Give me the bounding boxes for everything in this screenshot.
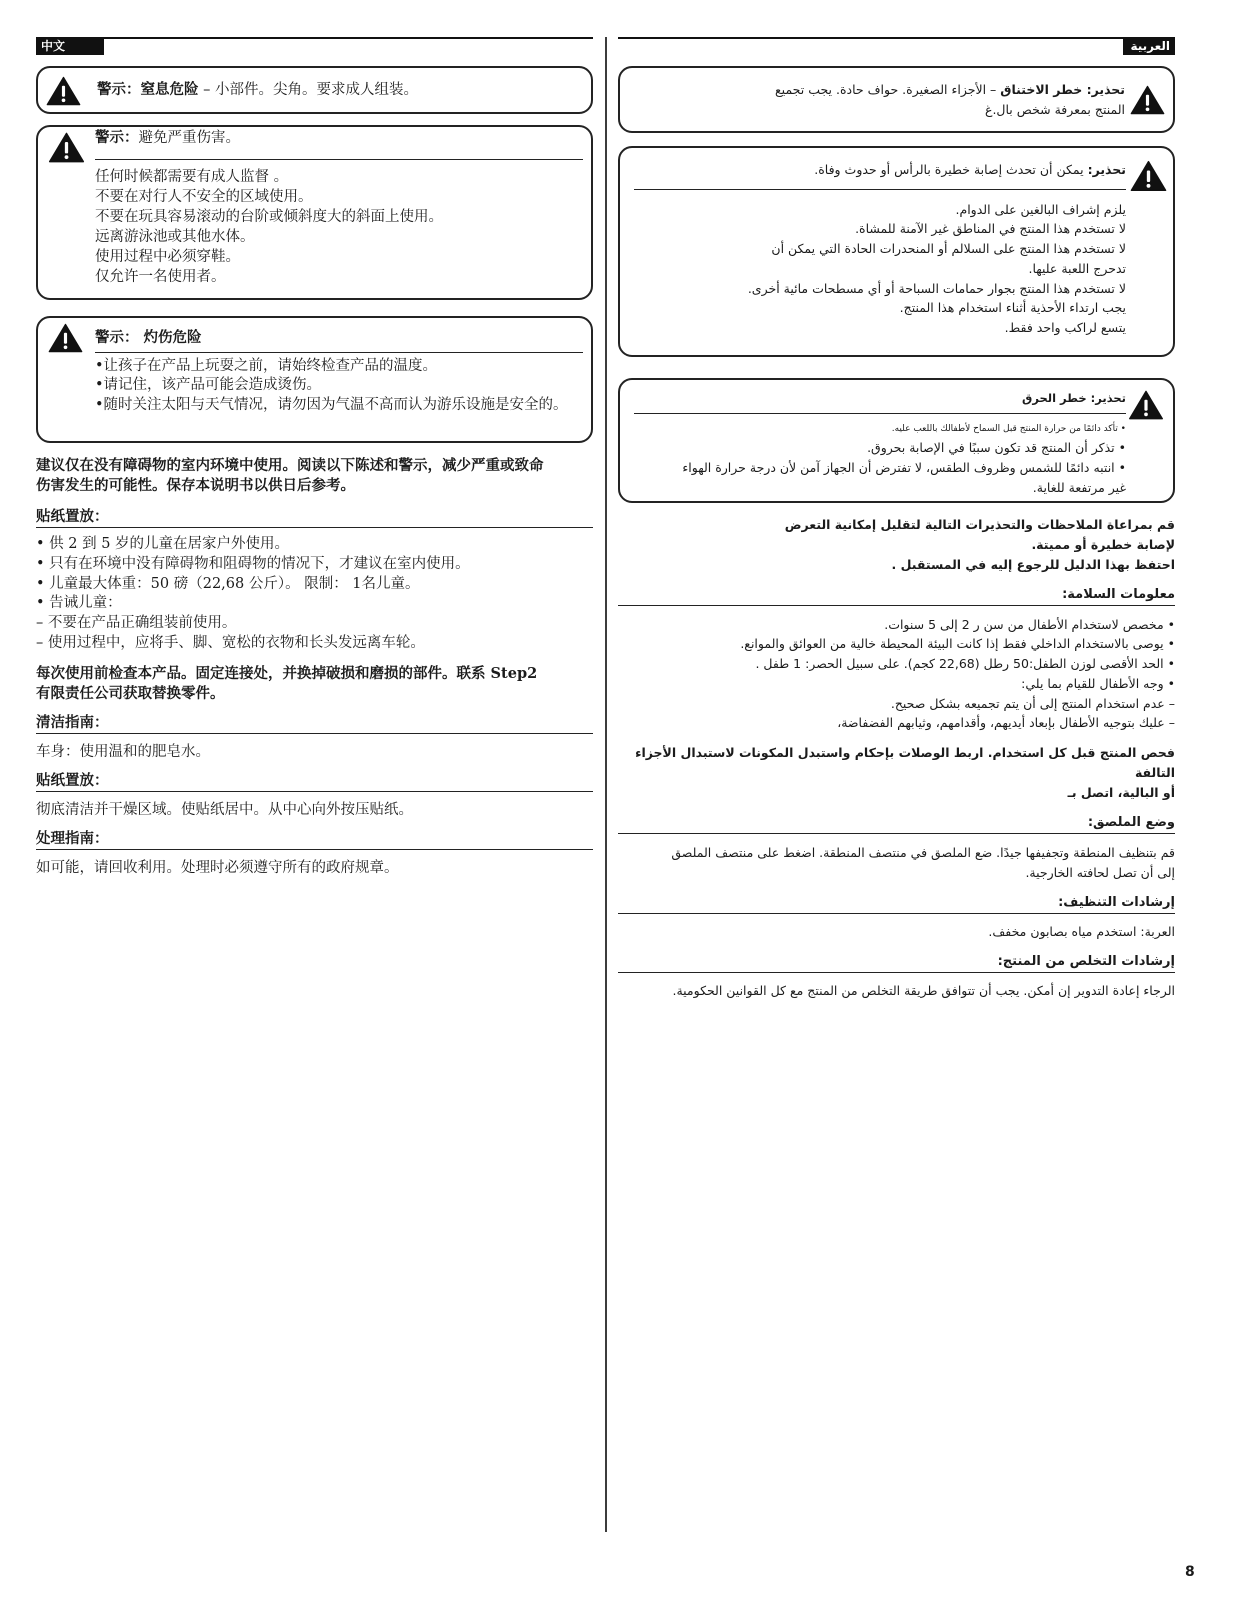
injury-warning-title [95,128,583,160]
warning-item: لا تستخدم هذا المنتج على السلالم أو المنحدرات الحادة التي يمكن أن [771,241,1126,257]
arabic-column [618,37,1175,1001]
warning-triangle-icon [48,323,83,353]
disposal-text: 如可能，请回收利用。处理时必须遵守所有的政府规章。 [36,859,399,876]
warning-item: 远离游泳池或其他水体。 [95,229,255,245]
warning-label: تحذير: [1087,162,1126,177]
inspection-notice [618,743,1175,803]
section-heading-cleaning: إرشادات التنظيف: [618,893,1175,914]
list-item: • مخصص لاستخدام الأطفال من سن ر 2 إلى 5 سنوات. [884,616,1175,632]
list-item: • وجه الأطفال للقيام بما يلي: [1021,675,1175,691]
warning-item: غير مرتفعة للغاية. [1032,479,1126,495]
notice-line: لإصابة خطيرة أو مميتة. [1031,537,1175,552]
warning-title-text: يمكن أن تحدث إصابة خطيرة بالرأس أو حدوث وفاة. [814,162,1088,177]
disposal-text: الرجاء إعادة التدوير إن أمكن. يجب أن تتوافق طريقة التخلص من المنتج مع كل القوانين الحكومية. [672,982,1175,998]
warning-item: لا تستخدم هذا المنتج في المناطق غير الآمنة للمشاة. [855,221,1126,237]
cleaning-text: العربة: استخدم مياه بصابون مخفف. [988,923,1175,939]
column-divider [605,37,607,1532]
list-item: • 供 2 到 5 岁的儿童在居家户外使用。 [36,536,290,552]
burn-warning-box [618,378,1175,503]
list-item: • يوصى بالاستخدام الداخلي فقط إذا كانت البيئة المحيطة خالية من العوائق والموانع. [740,636,1175,652]
language-header-ar [618,37,1175,55]
warning-item: يجب ارتداء الأحذية أثناء استخدام هذا المنتج. [899,300,1126,316]
notice-line: فحص المنتج قبل كل استخدام. اربط الوصلات بإحكام واستبدل المكونات لاستبدال الأجزاء التالفة [635,745,1175,781]
burn-warning-title: تحذير: خطر الحرق [634,390,1126,414]
notice-line: 每次使用前检查本产品。固定连接处，并换掉破损和磨损的部件。联系 Step2 [36,664,538,682]
warning-item: 使用过程中必须穿鞋。 [95,249,240,265]
list-item: • الحد الأقصى لوزن الطفل:50 رطل (22,68 كجم). على سبيل الحصر: 1 طفل . [755,656,1175,672]
choking-warning-text [97,80,583,100]
warning-item: • انتبه دائمًا للشمس وظروف الطقس، لا تفترض أن الجهاز آمن لأن درجة حرارة الهواء [682,459,1126,475]
warning-item: • تذكر أن المنتج قد تكون سببًا في الإصابة بحروق. [867,439,1126,455]
warning-item: يلزم إشراف البالغين على الدوام. [955,201,1126,217]
warning-triangle-icon [48,132,85,163]
warning-item: 仅允许一名使用者。 [95,269,226,285]
section-heading-cleaning: 清洁指南： [36,713,593,734]
chinese-column [36,37,593,878]
injury-warning-title [634,160,1126,190]
notice-line: قم بمراعاة الملاحظات والتحذيرات التالية لتقليل إمكانية التعرض [784,517,1175,532]
warning-item: 任何时候都需要有成人监督 。 [95,169,289,185]
language-tab-zh: 中文 [36,37,104,55]
warning-item: •随时关注太阳与天气情况，请勿因为气温不高而认为游乐设施是安全的。 [95,397,568,414]
injury-warning-list [95,167,583,287]
choking-warning-box [36,66,593,114]
language-header-zh [36,37,593,55]
notice-line: 建议仅在没有障碍物的室内环境中使用。阅读以下陈述和警示，减少严重或致命 [36,457,544,474]
list-item: – عدم استخدام المنتج إلى أن يتم تجميعه بشكل صحيح. [890,695,1175,711]
section-heading-disposal: إرشادات التخلص من المنتج: [618,952,1175,973]
cleaning-text: 车身：使用温和的肥皂水。 [36,743,210,760]
choking-warning-text-line2: المنتج بمعرفة شخص بال.غ [984,102,1125,117]
warning-item: يتسع لراكب واحد فقط. [1004,320,1126,336]
warning-text: – 小部件。尖角。要求成人组装。 [198,82,418,98]
section-heading-decal: وضع الملصق: [618,813,1175,834]
injury-warning-box [36,125,593,300]
warning-title-text: 避免严重伤害。 [138,130,240,146]
language-tab-ar: العربية [1123,37,1175,55]
warning-item: 不要在玩具容易滚动的台阶或倾斜度大的斜面上使用。 [95,209,443,225]
text-line: إلى أن تصل لحافته الخارجية. [1025,864,1175,880]
injury-warning-box [618,146,1175,357]
list-item: – 不要在产品正确组装前使用。 [36,615,237,632]
notice-line: 有限责任公司获取替换零件。 [36,684,225,702]
warning-item: تدحرج اللعبة عليها. [1028,260,1126,276]
decal-text: 彻底清洁并干燥区域。使贴纸居中。从中心向外按压贴纸。 [36,801,413,818]
burn-warning-box [36,316,593,443]
warning-triangle-icon [1128,390,1164,420]
warning-item: •让孩子在产品上玩耍之前，请始终检查产品的温度。 [95,357,438,374]
burn-warning-note: • تأكد دائمًا من حرارة المنتج قبل السماح لأطفالك باللعب عليه. [891,423,1126,434]
burn-warning-list [634,438,1126,498]
list-item: • 告诫儿童： [36,595,122,612]
safety-notice [618,515,1175,575]
warning-text: – الأجزاء الصغيرة. حواف حادة. يجب تجميع [775,82,1001,97]
list-item: – عليك بتوجيه الأطفال بإبعاد أيديهم، وأقدامهم، وثيابهم الفضفاضة، [837,715,1175,731]
section-heading-decal: 贴纸置放： [36,771,593,792]
warning-item: لا تستخدم هذا المنتج بجوار حمامات السباحة أو أي مسطحات مائية أخرى. [747,280,1126,296]
warning-triangle-icon [46,76,81,106]
decal-text [618,843,1175,883]
safety-list [618,615,1175,734]
warning-label: 警示：窒息危险 [97,81,199,98]
list-item: • 只有在环境中没有障碍物和阻碍物的情况下，才建议在室内使用。 [36,555,470,572]
burn-warning-list [95,357,583,416]
section-heading-safety: معلومات السلامة: [618,585,1175,606]
text-line: قم بتنظيف المنطقة وتجفيفها جيدًا. ضع الملصق في منتصف المنطقة. اضغط على منتصف الملصق [671,844,1175,860]
warning-triangle-icon [1130,85,1165,115]
warning-triangle-icon [1130,160,1167,192]
safety-notice [36,456,593,496]
section-heading-safety: 贴纸置放： [36,507,593,528]
choking-warning-text [634,80,1125,100]
safety-list [36,535,593,654]
warning-item: 不要在对行人不安全的区域使用。 [95,189,313,205]
notice-line: 伤害发生的可能性。保存本说明书以供日后参考。 [36,477,355,494]
list-item: • 儿童最大体重：50 磅（22,68 公斤）。 限制： 1名儿童。 [36,575,420,592]
inspection-notice [36,664,593,704]
injury-warning-list [634,200,1126,339]
choking-warning-box [618,66,1175,133]
warning-label: تحذير: خطر الاختناق [1000,82,1125,97]
header-rule [618,37,1175,39]
warning-item: •请记住，该产品可能会造成烫伤。 [95,377,322,394]
notice-line: احتفظ بهذا الدليل للرجوع إليه في المستقبل . [891,557,1175,572]
warning-label: 警示： [95,129,139,146]
notice-line: أو البالية، اتصل بـ [1067,785,1175,801]
header-rule [36,37,593,39]
burn-warning-title: 警示： 灼伤危险 [95,328,583,353]
section-heading-disposal: 处理指南： [36,829,593,850]
list-item: – 使用过程中，应将手、脚、宽松的衣物和长头发远离车轮。 [36,634,425,651]
page-number: 8 [1185,1564,1195,1580]
